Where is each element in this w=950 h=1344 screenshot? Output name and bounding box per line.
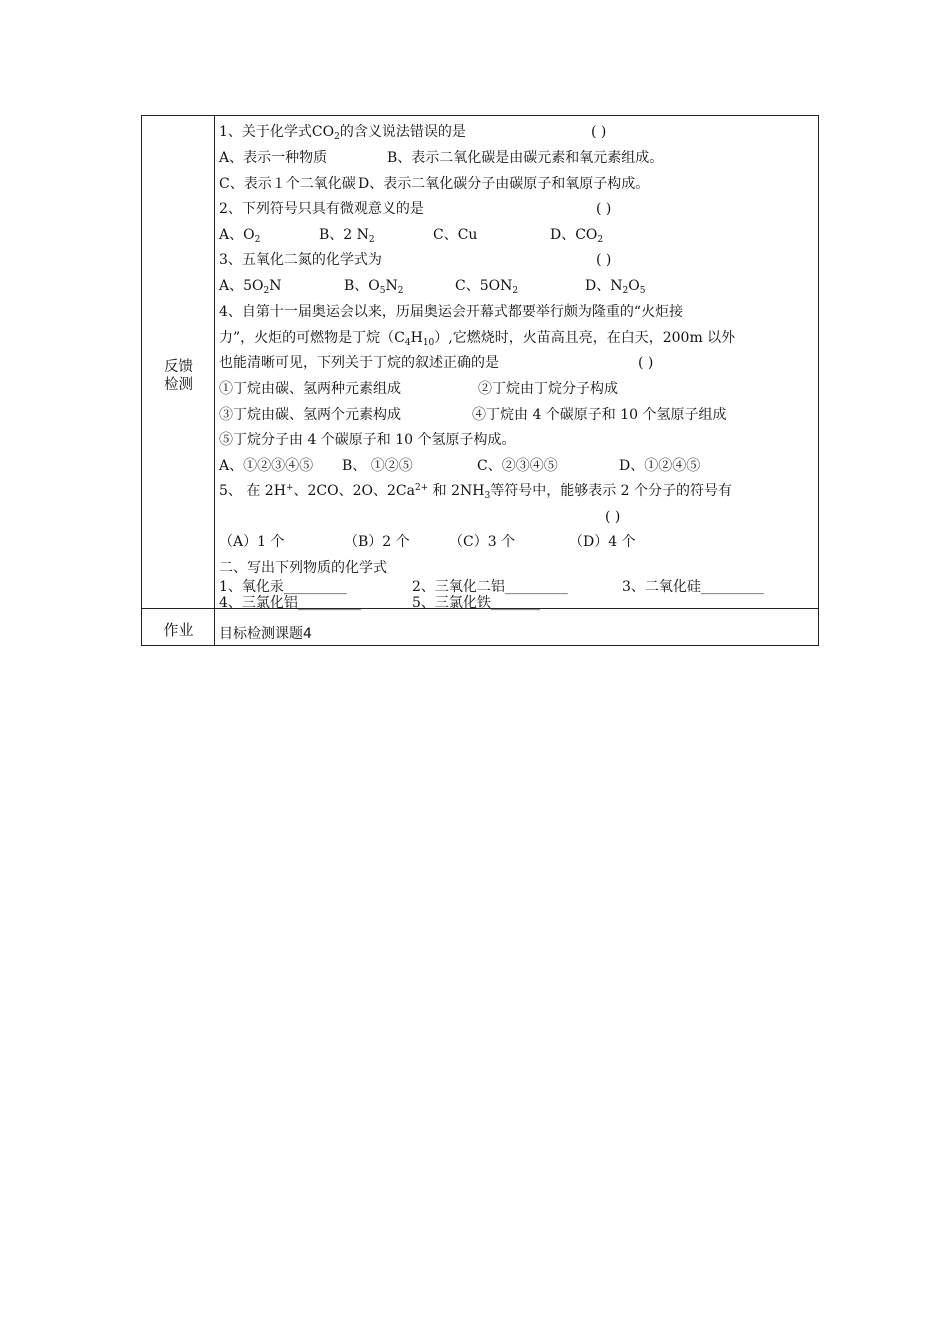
feedback-table xyxy=(141,115,819,646)
q4-answer-bracket: ( ) xyxy=(638,355,654,371)
part2-item-5: 5、三氯化铁_______ xyxy=(412,595,540,611)
q5-option-d: （D）4 个 xyxy=(569,534,636,550)
q3-option-c: C、$5ON_2$ xyxy=(455,278,519,296)
part2-item-3: 3、二氧化硅_________ xyxy=(622,579,764,595)
q4-statement-1: ①丁烷由碳、氢两种元素组成 xyxy=(219,381,401,397)
q1-answer-bracket: ( ) xyxy=(591,124,607,140)
q4-stem-line2: 力”，火炬的可燃物是丁烷$(C_4H_{10})$,它燃烧时，火苗高且亮，在白天，200m 以外 xyxy=(219,330,736,348)
q3-stem: 3、五氧化二氮的化学式为 xyxy=(219,252,382,268)
q1-option-c: C、表示１个二氧化碳 xyxy=(219,176,356,192)
q4-option-d: D、①②④⑤ xyxy=(619,458,701,474)
q3-option-b: B、$O_5N_2$ xyxy=(344,278,404,296)
part2-title: 二、写出下列物质的化学式 xyxy=(219,560,387,576)
q5-option-c: （C）3 个 xyxy=(449,534,516,550)
section-label-line2: 检测 xyxy=(164,377,193,393)
part2-item-2: 2、三氧化二铝_________ xyxy=(412,579,568,595)
section-label-homework: 作业 xyxy=(163,621,194,639)
q2-option-a: A、$O_2$ xyxy=(219,227,261,245)
q3-option-a: A、$5O_2N$ xyxy=(219,278,282,296)
q1-option-a: A、表示一种物质 xyxy=(219,150,328,166)
section-label-line1: 反馈 xyxy=(164,359,193,375)
q2-option-c: C、Cu xyxy=(433,227,478,243)
q5-option-a: （A）1 个 xyxy=(219,534,285,550)
q2-option-d: D、$CO_2$ xyxy=(550,227,604,245)
q4-statement-3: ③丁烷由碳、氢两个元素构成 xyxy=(219,407,401,423)
q2-answer-bracket: ( ) xyxy=(596,201,612,217)
q4-option-a: A、①②③④⑤ xyxy=(219,458,314,474)
q4-option-b: B、 ①②⑤ xyxy=(342,458,413,474)
q4-statement-4: ④丁烷由 4 个碳原子和 10 个氢原子组成 xyxy=(472,407,727,423)
q4-stem-line1: 4、自第十一届奥运会以来，历届奥运会开幕式都要举行颇为隆重的“火炬接 xyxy=(219,304,684,320)
q4-statement-2: ②丁烷由丁烷分子构成 xyxy=(478,381,618,397)
part2-item-4: 4、三氯化铝_________ xyxy=(219,595,361,611)
q2-option-b: B、2 $N_2$ xyxy=(319,227,375,245)
q3-answer-bracket: ( ) xyxy=(596,252,612,268)
q5-answer-bracket: ( ) xyxy=(605,509,621,525)
q4-stem-line3: 也能清晰可见，下列关于丁烷的叙述正确的是 xyxy=(219,355,499,371)
q5-option-b: （B）2 个 xyxy=(344,534,410,550)
homework-text: 目标检测课题4 xyxy=(219,626,312,642)
q1-stem: 1、关于化学式$CO_2$的含义说法错误的是 xyxy=(219,124,466,142)
q1-option-b: B、表示二氧化碳是由碳元素和氧元素组成。 xyxy=(387,150,664,166)
part2-item-1: 1、氧化汞_________ xyxy=(219,579,347,595)
q2-stem: 2、下列符号只具有微观意义的是 xyxy=(219,201,424,217)
q1-option-d: D、表示二氧化碳分子由碳原子和氧原子构成。 xyxy=(358,176,650,192)
section-label-feedback xyxy=(142,358,215,394)
q4-option-c: C、②③④⑤ xyxy=(477,458,558,474)
q3-option-d: D、$N_2O_5$ xyxy=(585,278,646,296)
q4-statement-5: ⑤丁烷分子由 4 个碳原子和 10 个氢原子构成。 xyxy=(219,432,516,448)
q5-stem: 5、 在 2H+、2CO、2O、$2Ca^{2+}$ 和 $2NH_3$等符号中，能够表示 2 个分子的符号有 xyxy=(219,483,733,501)
